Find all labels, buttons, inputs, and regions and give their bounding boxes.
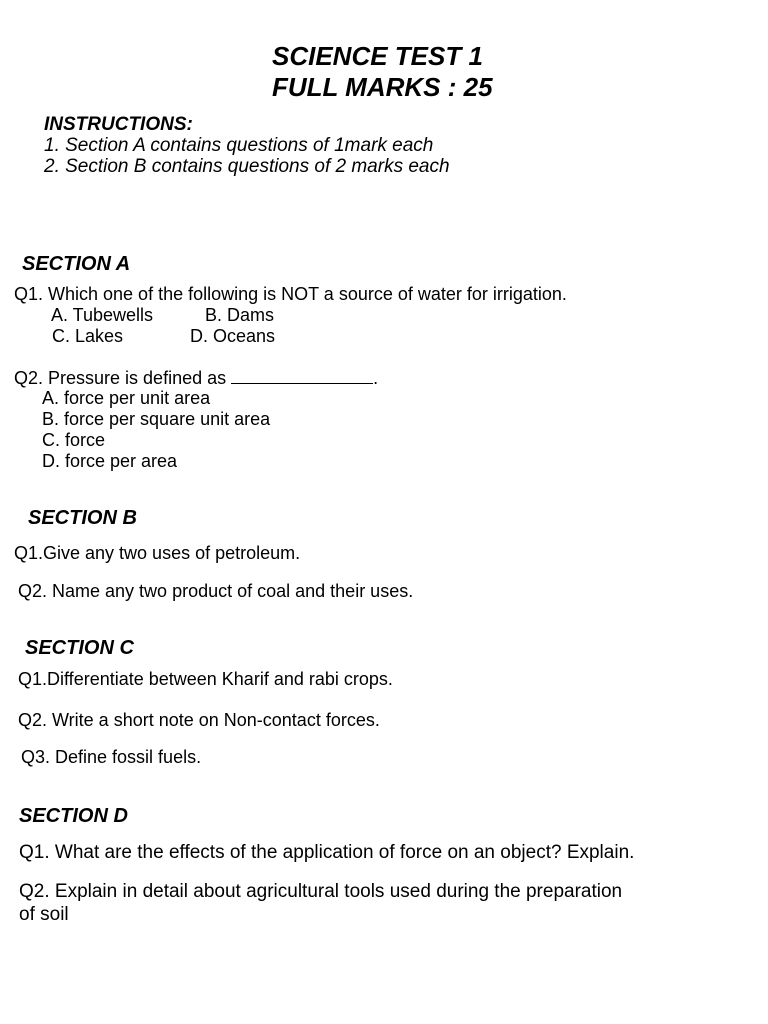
section-b-heading: SECTION B (28, 507, 137, 529)
answer-blank (231, 367, 373, 384)
section-a-q2-tail: . (373, 368, 379, 388)
section-a-q2-option-a: A. force per unit area (42, 388, 211, 408)
section-a-question-2 (14, 367, 378, 389)
section-c-heading: SECTION C (25, 637, 134, 659)
section-b-question-2: Q2. Name any two product of coal and their uses. (18, 581, 414, 601)
section-a-q2-option-c: C. force (42, 430, 106, 450)
section-c-question-2: Q2. Write a short note on Non-contact forces. (18, 710, 380, 730)
section-b-question-1: Q1.Give any two uses of petroleum. (14, 543, 301, 563)
section-a-q2-option-b: B. force per square unit area (42, 409, 271, 429)
section-d-question-2-line-1: Q2. Explain in detail about agricultural tools used during the preparation (19, 881, 623, 902)
test-title: SCIENCE TEST 1 (272, 41, 483, 71)
section-c-question-3: Q3. Define fossil fuels. (21, 747, 202, 767)
section-a-question-1: Q1. Which one of the following is NOT a source of water for irrigation. (14, 284, 567, 304)
section-a-q1-option-b: B. Dams (205, 305, 275, 325)
section-d-question-1: Q1. What are the effects of the application of force on an object? Explain. (19, 842, 635, 863)
section-d-question-2-line-2: of soil (19, 904, 69, 925)
instruction-item-2: 2. Section B contains questions of 2 marks each (44, 156, 450, 177)
section-a-q2-text: Q2. Pressure is defined as (14, 368, 227, 388)
section-a-q1-option-d: D. Oceans (190, 326, 276, 346)
section-a-q2-option-d: D. force per area (42, 451, 178, 471)
full-marks: FULL MARKS : 25 (272, 72, 493, 102)
section-a-q1-option-a: A. Tubewells (51, 305, 154, 325)
instruction-item-1: 1. Section A contains questions of 1mark each (44, 135, 434, 156)
section-c-question-1: Q1.Differentiate between Kharif and rabi crops. (18, 669, 393, 689)
section-a-q1-option-c: C. Lakes (52, 326, 124, 346)
section-d-heading: SECTION D (19, 805, 128, 827)
instructions-heading: INSTRUCTIONS: (44, 114, 193, 135)
section-a-heading: SECTION A (22, 253, 131, 275)
